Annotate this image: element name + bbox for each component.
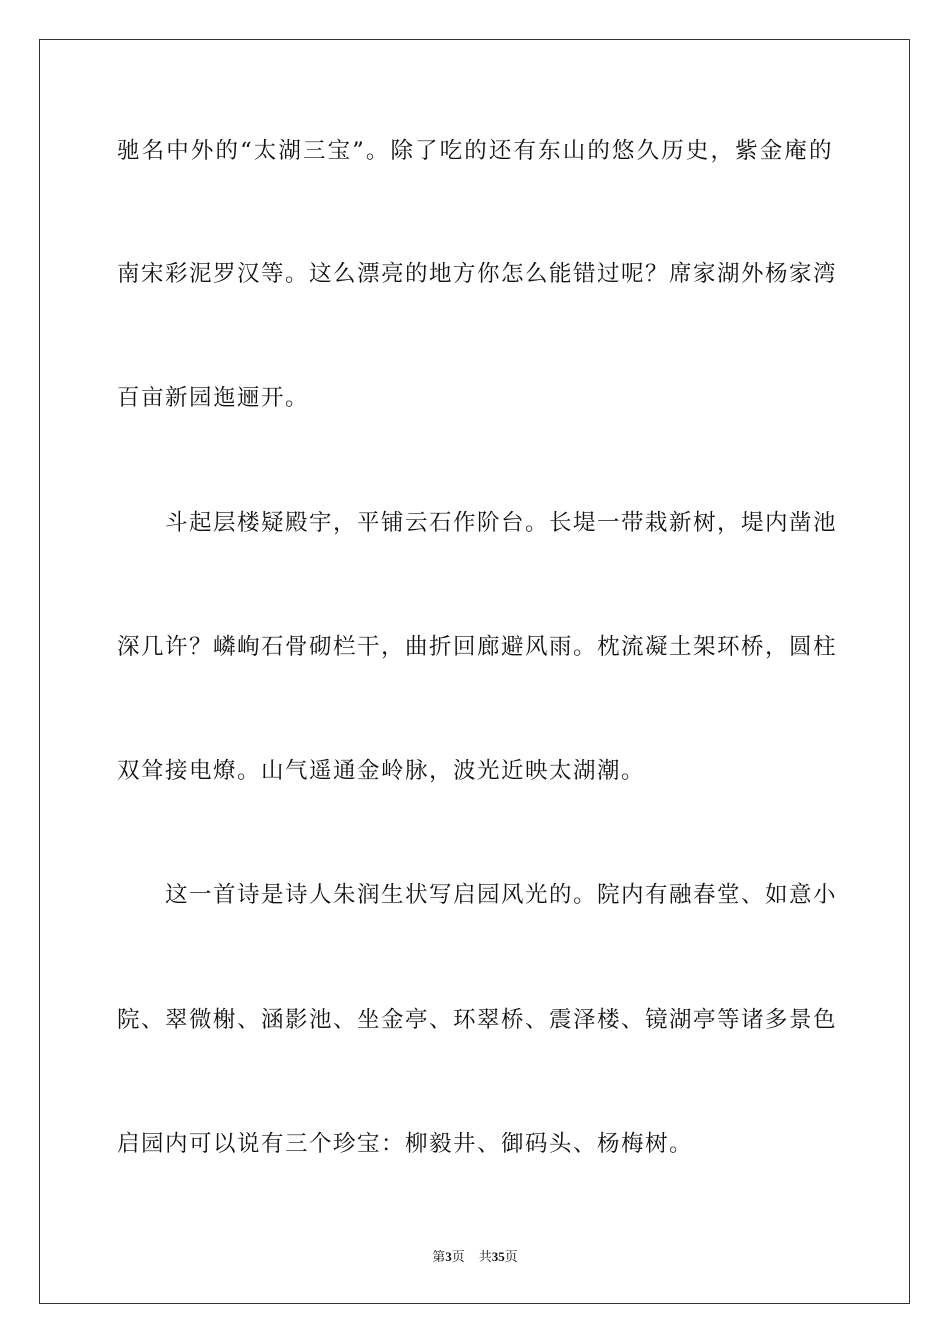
paragraph-3-line-2: 院、翠微榭、涵影池、坐金亭、环翠桥、震泽楼、镜湖亭等诸多景色: [117, 1007, 838, 1033]
page-number: 3: [445, 1249, 452, 1264]
paragraph-1-line-2: 南宋彩泥罗汉等。这么漂亮的地方你怎么能错过呢？席家湖外杨家湾: [117, 261, 838, 287]
paragraph-2-line-3: 双耸接电燎。山气遥通金岭脉，波光近映太湖潮。: [117, 758, 646, 784]
page-prefix: 第: [432, 1250, 446, 1265]
page-footer: [0, 1248, 950, 1267]
page-suffix: 页: [451, 1250, 465, 1265]
total-pages: 35: [491, 1249, 505, 1264]
paragraph-1-line-3: 百亩新园迤逦开。: [117, 385, 310, 411]
total-prefix: 共: [478, 1250, 492, 1265]
paragraph-2-line-1: 斗起层楼疑殿宇，平铺云石作阶台。长堤一带栽新树，堤内凿池: [165, 510, 838, 536]
paragraph-3-line-3: 启园内可以说有三个珍宝：柳毅井、御码头、杨梅树。: [117, 1131, 694, 1157]
total-suffix: 页: [504, 1250, 518, 1265]
paragraph-1-line-1: 驰名中外的“太湖三宝”。除了吃的还有东山的悠久历史，紫金庵的: [117, 138, 833, 164]
paragraph-2-line-2: 深几许？嶙峋石骨砌栏干，曲折回廊避风雨。枕流凝土架环桥，圆柱: [117, 634, 838, 660]
page-border: [39, 39, 910, 1304]
paragraph-3-line-1: 这一首诗是诗人朱润生状写启园风光的。院内有融春堂、如意小: [165, 882, 838, 908]
